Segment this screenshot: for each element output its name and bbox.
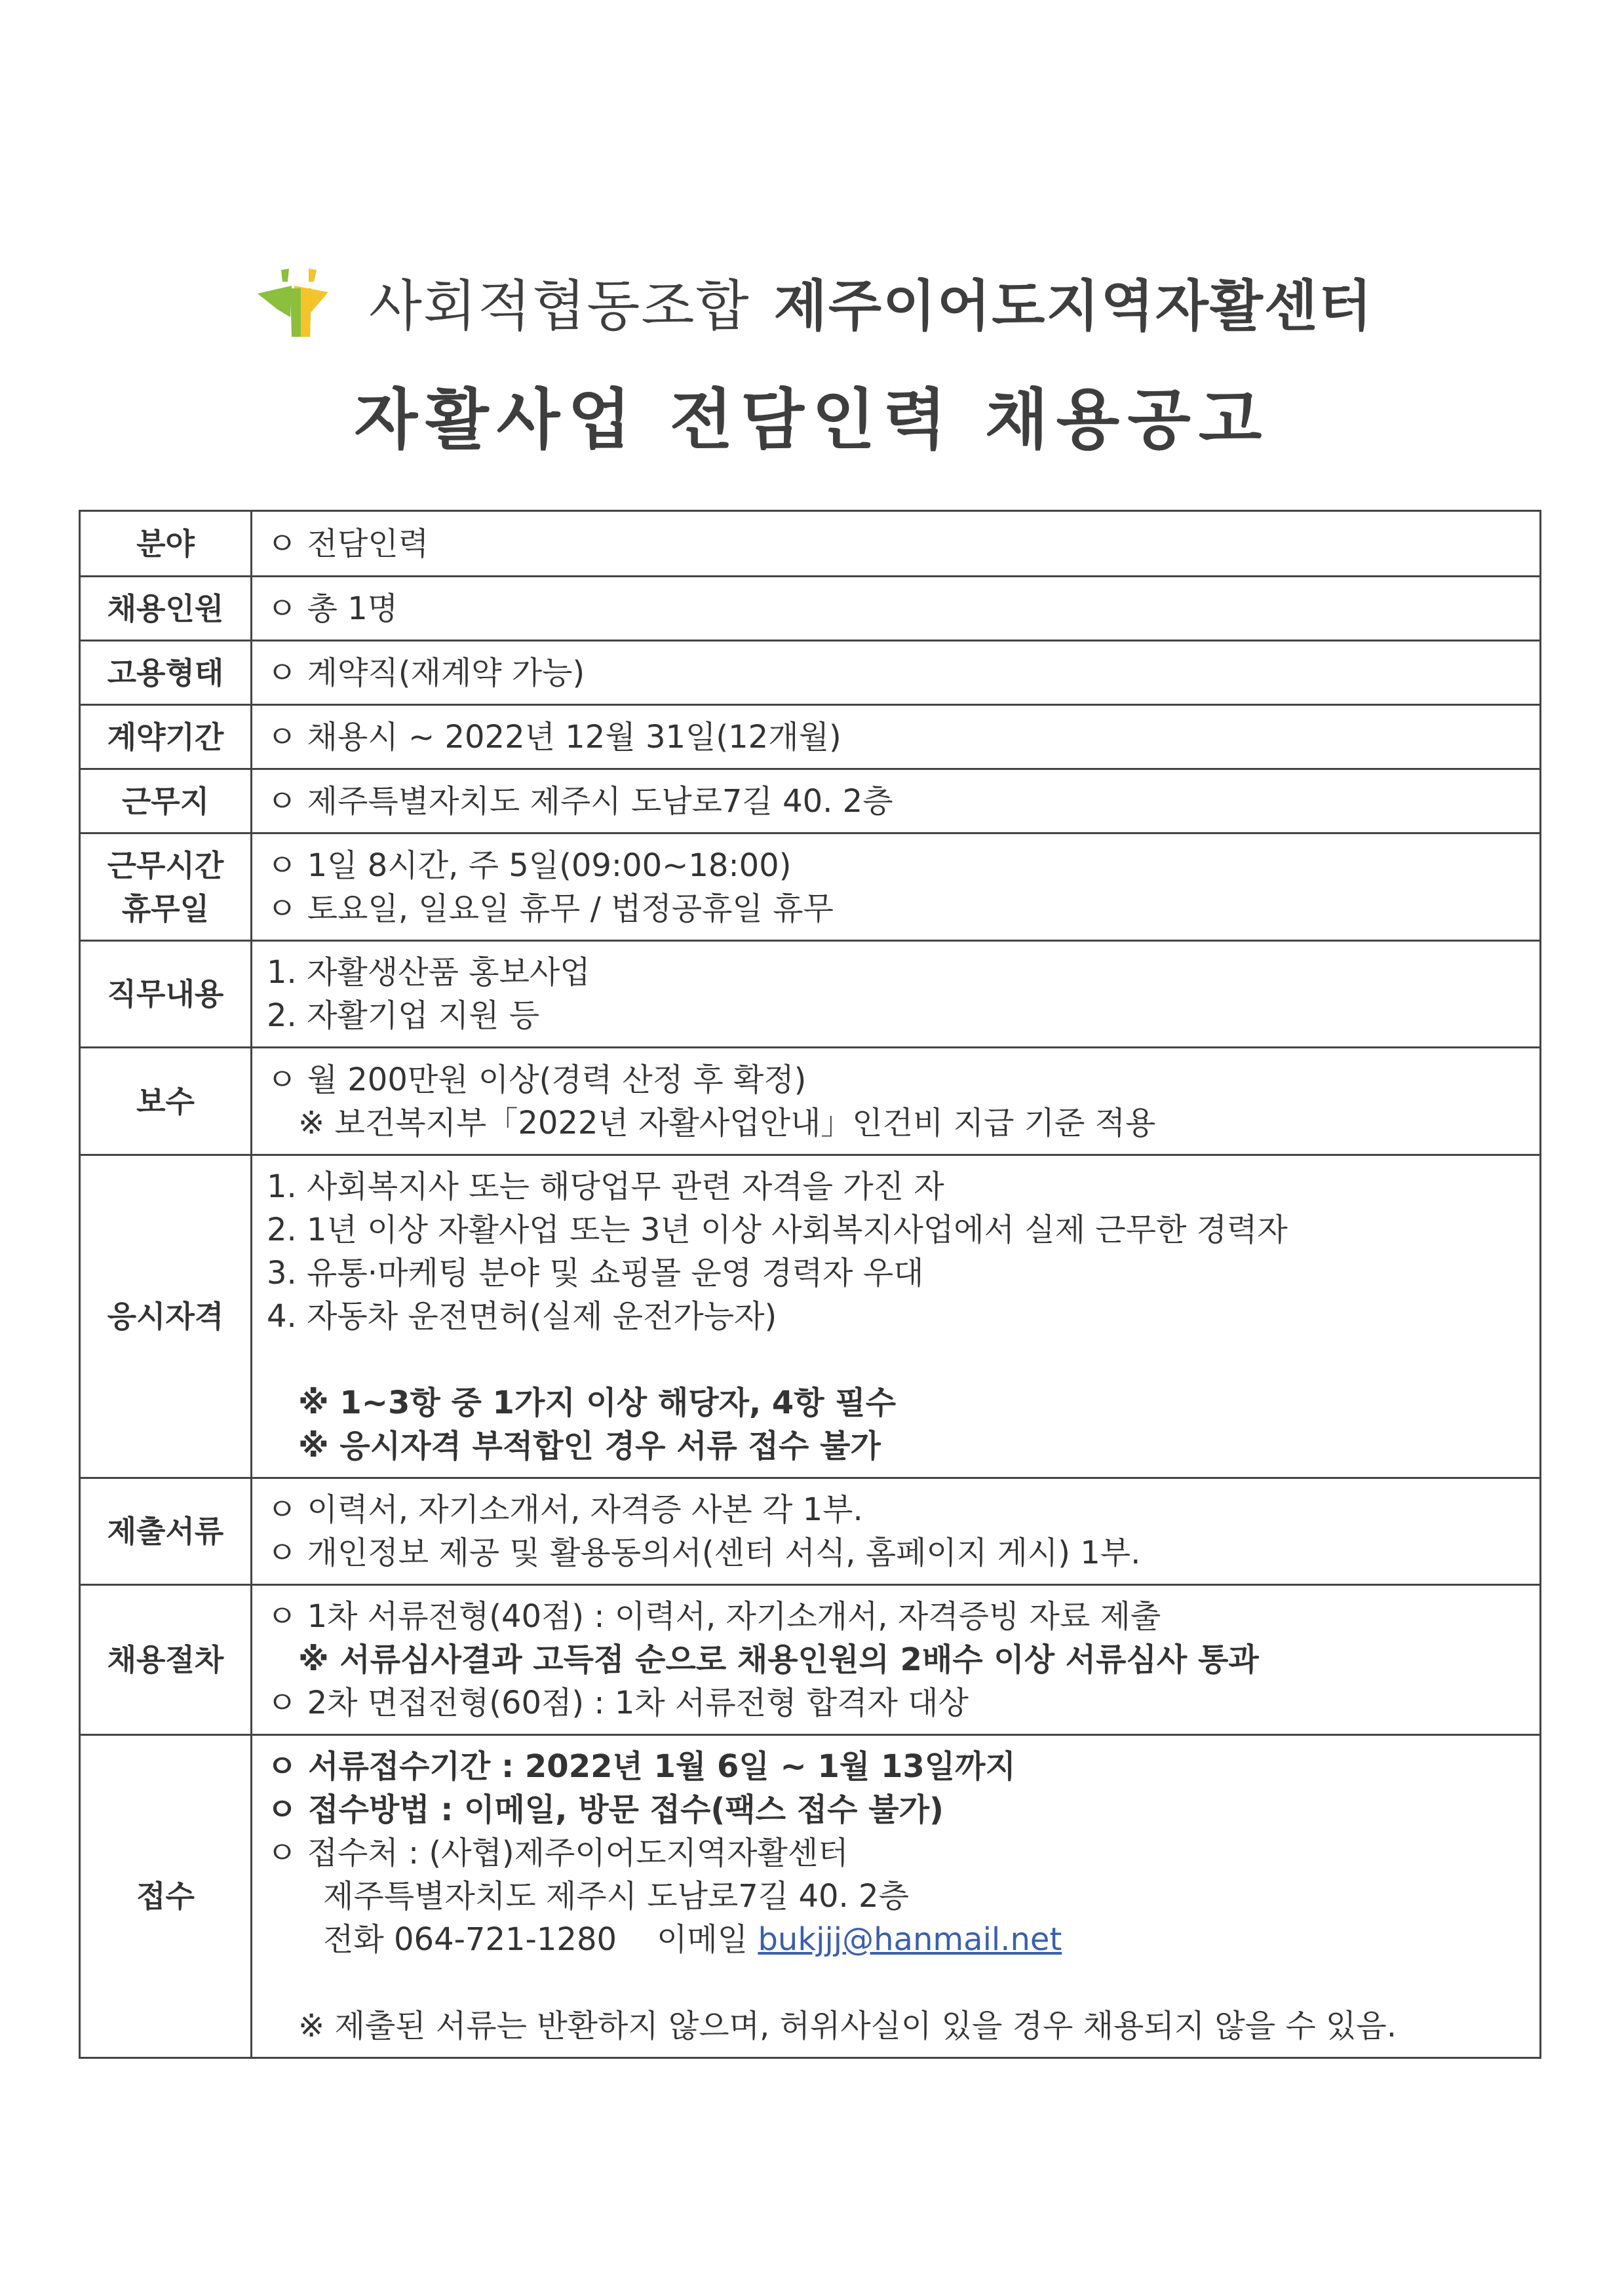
row-documents [80, 1478, 1541, 1585]
content-pay: ㅇ 월 200만원 이상(경력 산정 후 확정) ※ 보건복지부「2022년 자활사업안내」인건비 지급 기준 적용 [252, 1048, 1541, 1155]
row-qualifications [80, 1155, 1541, 1478]
content-duties: 1. 자활생산품 홍보사업 2. 자활기업 지원 등 [252, 941, 1541, 1048]
label-pay: 보수 [80, 1048, 252, 1155]
recruitment-table [79, 510, 1541, 2059]
contact-line: 전화 064-721-1280 이메일 bukjjj@hanmail.net [323, 1921, 1062, 1958]
row-field [80, 511, 1541, 577]
content-qualifications: 1. 사회복지사 또는 해당업무 관련 자격을 가진 자 2. 1년 이상 자활사업 또는 3년 이상 사회복지사업에서 실제 근무한 경력자 3. 유통·마케팅 분야 및 쇼핑몰 운영 경력자 우대 4. 자동차 운전면허(실제 운전가능자) ※ 1~3항 중 1가지 이상 해당자, 4항 필수 ※ 응시자격 부적합인 경우 서류 접수 불가 [252, 1155, 1541, 1478]
row-submission [80, 1735, 1541, 2058]
row-pay [80, 1048, 1541, 1155]
page-title: 자활사업 전담인력 채용공고 [354, 381, 1270, 458]
email-link[interactable]: bukjjj@hanmail.net [758, 1921, 1062, 1958]
label-workplace: 근무지 [80, 769, 252, 833]
org-logo-icon [251, 266, 343, 338]
row-procedure [80, 1585, 1541, 1735]
org-name: 제주이어도지역자활센터 [773, 274, 1374, 338]
label-submission: 접수 [80, 1735, 252, 2058]
label-duties: 직무내용 [80, 941, 252, 1048]
content-submission: ㅇ 서류접수기간 : 2022년 1월 6일 ~ 1월 13일까지 ㅇ 접수방법 : 이메일, 방문 접수(팩스 접수 불가) ㅇ 접수처 : (사협)제주이어도지역자활센터 제주특별자치도 제주시 도남로7길 40. 2층 전화 064-721-1280 이메일 bukjjj@hanmail.net ※ 제출된 서류는 반환하지 않으며, 허위사실이 있을 경우 채용되지 않을 수 있음. [252, 1735, 1541, 2058]
content-employment-type: ㅇ 계약직(재계약 가능) [252, 641, 1541, 705]
label-contract-period: 계약기간 [80, 705, 252, 769]
content-contract-period: ㅇ 채용시 ~ 2022년 12월 31일(12개월) [252, 705, 1541, 769]
label-procedure: 채용절차 [80, 1585, 252, 1735]
content-workplace: ㅇ 제주특별자치도 제주시 도남로7길 40. 2층 [252, 769, 1541, 833]
content-field: ㅇ 전담인력 [252, 511, 1541, 577]
row-workplace [80, 769, 1541, 833]
row-contract-period [80, 705, 1541, 769]
header-organization [0, 262, 1624, 341]
content-documents: ㅇ 이력서, 자기소개서, 자격증 사본 각 1부. ㅇ 개인정보 제공 및 활용동의서(센터 서식, 홈페이지 게시) 1부. [252, 1478, 1541, 1585]
row-employment-type [80, 641, 1541, 705]
label-hours: 근무시간 휴무일 [80, 833, 252, 941]
row-duties [80, 941, 1541, 1048]
content-hours: ㅇ 1일 8시간, 주 5일(09:00~18:00) ㅇ 토요일, 일요일 휴무 / 법정공휴일 휴무 [252, 833, 1541, 941]
label-documents: 제출서류 [80, 1478, 252, 1585]
content-procedure: ㅇ 1차 서류전형(40점) : 이력서, 자기소개서, 자격증빙 자료 제출 ※ 서류심사결과 고득점 순으로 채용인원의 2배수 이상 서류심사 통과 ㅇ 2차 면접전형(60점) : 1차 서류전형 합격자 대상 [252, 1585, 1541, 1735]
label-qualifications: 응시자격 [80, 1155, 252, 1478]
row-headcount [80, 577, 1541, 641]
org-prefix: 사회적협동조합 [368, 274, 750, 338]
content-headcount: ㅇ 총 1명 [252, 577, 1541, 641]
label-employment-type: 고용형태 [80, 641, 252, 705]
row-hours [80, 833, 1541, 941]
label-headcount: 채용인원 [80, 577, 252, 641]
label-field: 분야 [80, 511, 252, 577]
